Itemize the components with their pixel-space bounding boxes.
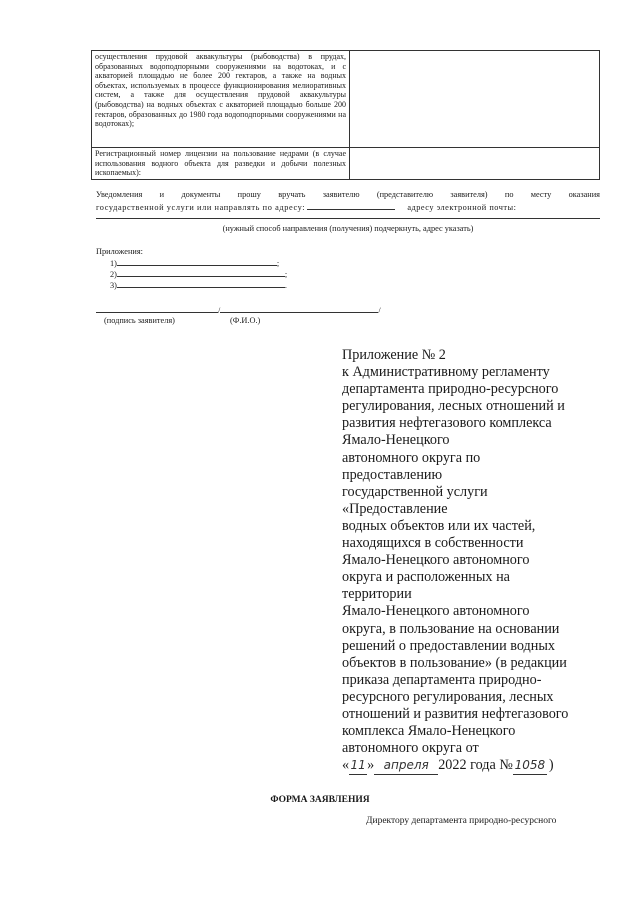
fio-label: (Ф.И.О.) [230,316,261,325]
annex-line: Ямало-Ненецкого автономного [342,603,530,620]
annex-line: приказа департамента природно- [342,671,542,688]
attachments-title: Приложения: [96,247,143,256]
notice-line-1: Уведомления и документы прошу вручать заявителю (представителю заявителя) по месту оказания [96,190,600,199]
address-blank [307,200,395,210]
annex-line: Приложение № 2 [342,347,446,363]
signature-blank [96,304,221,315]
annex-line: отношений и развития нефтегазового [342,705,569,722]
table-row [92,148,600,180]
annex-line: ресурсного регулирования, лесных [342,688,554,705]
annex-line: округа, в пользование на основании [342,620,560,637]
row2-label: Регистрационный номер лицензии на пользование недрами (в случае использования водного объекта для разведки и добычи полезных ископаемых): [92,148,350,180]
quote-open: « [342,757,350,774]
attachment-num: 1) [110,259,117,268]
attachment-blank [117,279,285,288]
annex-line: к Административному регламенту [342,364,550,381]
date-day: 11 [349,757,367,775]
table-row [92,51,600,148]
signature-line [96,304,381,316]
attachment-end: . [284,281,287,290]
slash: / [218,306,221,315]
annex-line: предоставлению [342,466,443,483]
attachment-blank [117,257,280,268]
annex-line: водных объектов или их частей, [342,517,536,534]
annex-line: округа и расположенных на [342,569,510,586]
annex-line: Ямало-Ненецкого автономного [342,552,530,569]
slash: / [378,306,381,315]
annex-date-line [342,757,604,775]
row1-value [350,51,600,148]
annex-line: автономного округа от [342,740,479,757]
date-month: апреля [374,757,438,775]
annex-line: государственной услуги [342,483,488,500]
email-line [96,218,600,219]
attachment-blank [117,268,288,279]
signature-label: (подпись заявителя) [104,316,175,325]
attachment-end: ; [284,270,288,279]
annex-line: территории [342,586,412,603]
annex-line: решений о предоставлении водных [342,637,555,654]
annex-line: комплекса Ямало-Ненецкого [342,723,516,740]
quote-close: » [367,757,375,774]
row1-label: осуществления прудовой аквакультуры (рыбоводства) в прудах, образованных водоподпорными сооружениями на водотоках, и с акваторией площадью не более 200 гектаров, а также на водных объектах, используемых в процессе функционирования мелиоративных систем, а также для осуществления прудовой аквакультуры (рыбоводства) на водных объектах с акваторией площадью больше 200 гектаров, образованных до 1980 года водоподпорными сооружениями на водотоках); [92,51,350,148]
annex-line: «Предоставление [342,500,448,517]
application-table [91,50,600,180]
annex-line: Ямало-Ненецкого [342,432,450,449]
attachment-num: 3) [110,281,117,290]
paren-close: ) [548,757,554,774]
fio-blank [220,304,381,315]
notice-line-2 [96,200,600,213]
order-number: 1058 [513,757,547,775]
notice-note: (нужный способ направления (получения) подчеркнуть, адрес указать) [222,224,474,233]
annex-block [342,347,604,775]
date-year: 2022 года № [438,757,513,774]
attachment-num: 2) [110,270,117,279]
attachment-end: ; [276,259,280,268]
annex-line: департамента природно-ресурсного [342,381,559,398]
annex-line: автономного округа по [342,449,481,466]
annex-line: регулирования, лесных отношений и [342,398,565,415]
addressee: Директору департамента природно-ресурсного [366,816,557,826]
form-title: ФОРМА ЗАЯВЛЕНИЯ [270,795,370,805]
notice-line-2-a: государственной услуги или направлять по адресу: [96,203,306,212]
annex-line: находящихся в собственности [342,535,524,552]
row2-value [350,148,600,180]
notice-line-2-b: адресу электронной почты: [407,203,517,212]
attachment-item [110,279,287,291]
annex-line: развития нефтегазового комплекса [342,415,552,432]
annex-line: объектов в пользование» (в редакции [342,654,567,671]
